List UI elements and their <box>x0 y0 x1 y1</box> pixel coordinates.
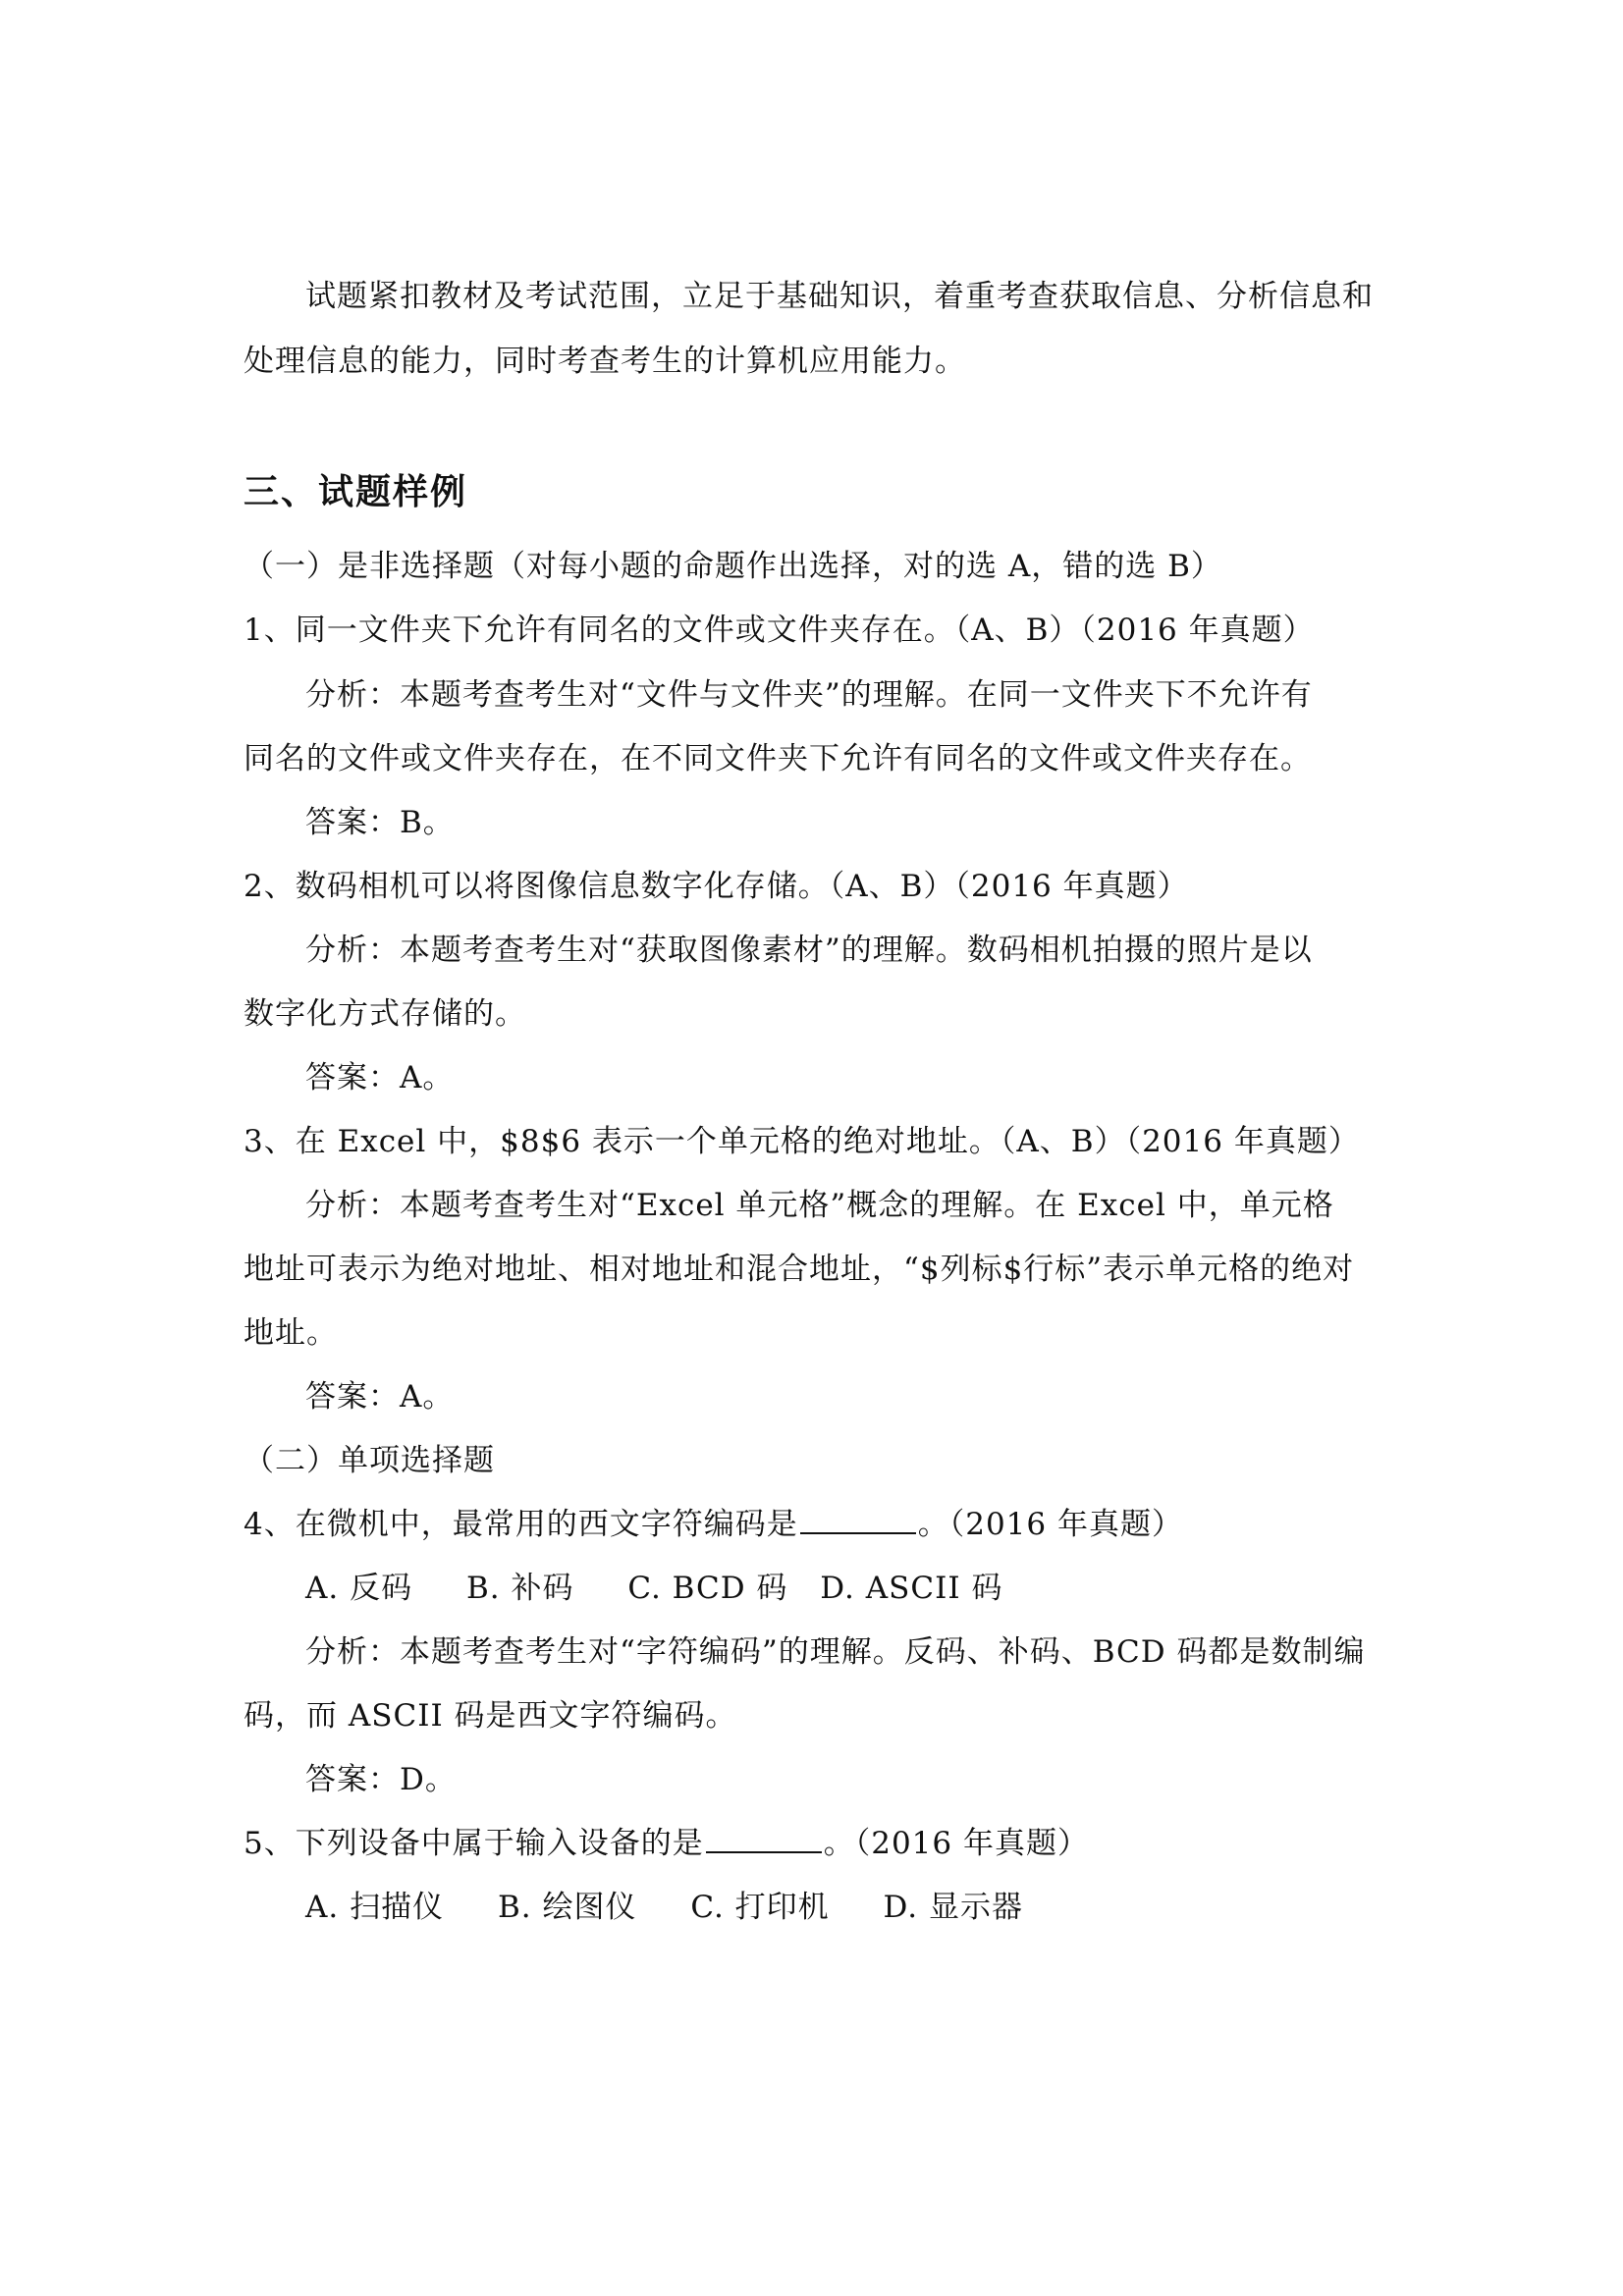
q2-stem: 2、数码相机可以将图像信息数字化存储。（A、B）（2016 年真题） <box>243 869 1189 904</box>
section-title: 三、试题样例 <box>243 472 468 512</box>
q4-option-d: D. ASCII 码 <box>820 1571 1003 1606</box>
q5-answer-blank <box>706 1824 822 1853</box>
q4-option-c: C. BCD 码 <box>627 1571 788 1606</box>
part2-heading: （二）单项选择题 <box>243 1443 495 1478</box>
part1-heading: （一）是非选择题（对每小题的命题作出选择，对的选 A，错的选 B） <box>243 549 1222 584</box>
q2-analysis-line-2: 数字化方式存储的。 <box>243 996 526 1032</box>
q2-answer: 答案：A。 <box>305 1060 455 1095</box>
q2-analysis-line-1: 分析：本题考查考生对“获取图像素材”的理解。数码相机拍摄的照片是以 <box>305 933 1313 968</box>
q5-option-d: D. 显示器 <box>883 1890 1023 1925</box>
q4-stem-suffix: 。（2016 年真题） <box>917 1507 1183 1542</box>
q1-analysis-line-1: 分析：本题考查考生对“文件与文件夹”的理解。在同一文件夹下不允许有 <box>305 677 1313 713</box>
q3-answer: 答案：A。 <box>305 1379 455 1415</box>
q4-answer-blank <box>800 1505 916 1534</box>
q5-option-b: B. 绘图仪 <box>497 1890 637 1925</box>
q1-answer: 答案：B。 <box>305 805 455 840</box>
q4-option-a: A. 反码 <box>305 1571 413 1606</box>
q5-stem-text: 5、下列设备中属于输入设备的是 <box>243 1826 704 1861</box>
q1-stem: 1、同一文件夹下允许有同名的文件或文件夹存在。（A、B）（2016 年真题） <box>243 613 1315 648</box>
q4-option-b: B. 补码 <box>465 1571 574 1606</box>
intro-paragraph-line-2: 处理信息的能力，同时考查考生的计算机应用能力。 <box>243 344 966 379</box>
q4-stem <box>243 1505 1183 1544</box>
q4-analysis-line-1: 分析：本题考查考生对“字符编码”的理解。反码、补码、BCD 码都是数制编 <box>305 1634 1366 1670</box>
q5-stem <box>243 1824 1089 1863</box>
intro-paragraph-line-1: 试题紧扣教材及考试范围，立足于基础知识，着重考查获取信息、分析信息和 <box>305 279 1374 314</box>
q4-stem-text: 4、在微机中，最常用的西文字符编码是 <box>243 1507 798 1542</box>
q5-option-c: C. 打印机 <box>690 1890 830 1925</box>
q5-options <box>305 1888 1066 1927</box>
q3-stem: 3、在 Excel 中，$8$6 表示一个单元格的绝对地址。（A、B）（2016 年真题） <box>243 1124 1360 1159</box>
q5-option-a: A. 扫描仪 <box>305 1890 445 1925</box>
q3-analysis-line-1: 分析：本题考查考生对“Excel 单元格”概念的理解。在 Excel 中，单元格 <box>305 1188 1334 1223</box>
q3-analysis-line-2: 地址可表示为绝对地址、相对地址和混合地址，“$列标$行标”表示单元格的绝对 <box>243 1252 1355 1287</box>
q4-options <box>305 1569 1046 1608</box>
q1-analysis-line-2: 同名的文件或文件夹存在，在不同文件夹下允许有同名的文件或文件夹存在。 <box>243 741 1312 776</box>
q3-analysis-line-3: 地址。 <box>243 1315 338 1351</box>
q5-stem-suffix: 。（2016 年真题） <box>823 1826 1089 1861</box>
q4-answer: 答案：D。 <box>305 1762 457 1797</box>
q4-analysis-line-2: 码，而 ASCII 码是西文字符编码。 <box>243 1698 737 1734</box>
